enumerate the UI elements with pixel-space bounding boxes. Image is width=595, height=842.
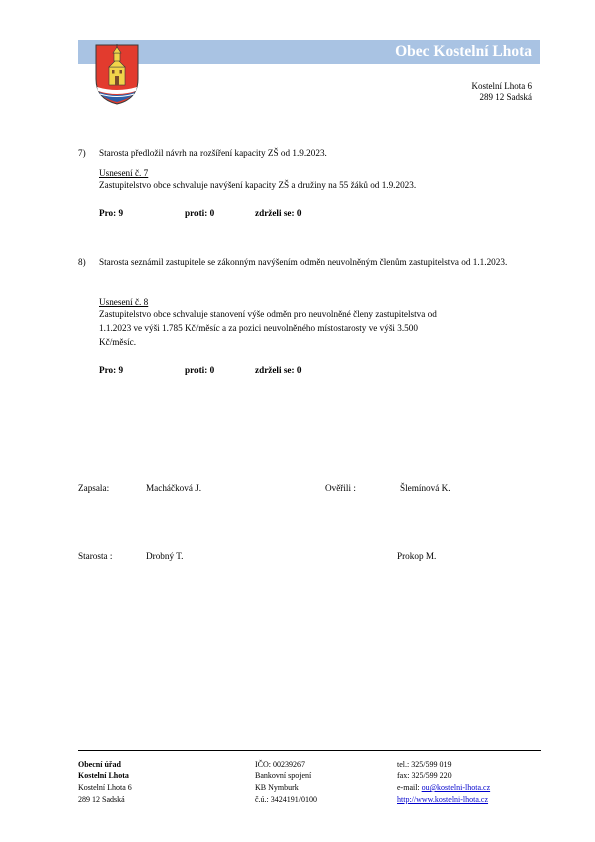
footer-email-row bbox=[397, 782, 490, 794]
footer-ico: IČO: 00239267 bbox=[255, 760, 305, 769]
footer-city: 289 12 Sadská bbox=[78, 795, 125, 804]
vote-abstain: zdrželi se: 0 bbox=[255, 208, 302, 218]
footer-divider bbox=[78, 750, 541, 751]
footer-web-link[interactable]: http://www.kostelni-lhota.cz bbox=[397, 795, 489, 804]
item-text: Starosta seznámil zastupitele se zákonným navýšením odměn neuvolněným členům zastupitelstva od 1.1.2023. bbox=[99, 257, 508, 267]
resolution-text-line: 1.1.2023 ve výši 1.785 Kč/měsíc a za pozici neuvolněného místostarosty ve výši 3.500 bbox=[99, 323, 418, 333]
footer-street: Kostelní Lhota 6 bbox=[78, 783, 132, 792]
resolution-title: Usnesení č. 8 bbox=[99, 297, 149, 307]
footer-bank-label: Bankovní spojení bbox=[255, 771, 312, 780]
footer-fax: fax: 325/599 220 bbox=[397, 771, 452, 780]
footer-tel: tel.: 325/599 019 bbox=[397, 760, 452, 769]
footer-office-name: Kostelní Lhota bbox=[78, 771, 129, 780]
vote-against: proti: 0 bbox=[185, 208, 215, 218]
coat-of-arms-icon bbox=[94, 43, 140, 105]
address-line-1: Kostelní Lhota 6 bbox=[471, 81, 532, 91]
address-line-2: 289 12 Sadská bbox=[479, 92, 532, 102]
footer-email-label: e-mail: bbox=[397, 783, 422, 792]
item-number: 7) bbox=[78, 148, 86, 158]
resolution-text: Zastupitelstvo obce schvaluje navýšení kapacity ZŠ a družiny na 55 žáků od 1.9.2023. bbox=[99, 180, 417, 190]
signatory-name: Prokop M. bbox=[397, 551, 437, 561]
verified-by-name: Šlemínová K. bbox=[400, 483, 451, 493]
recorded-by-label: Zapsala: bbox=[78, 483, 110, 493]
header-bar bbox=[78, 40, 540, 64]
vote-against: proti: 0 bbox=[185, 365, 215, 375]
footer-web-row bbox=[397, 794, 488, 806]
vote-for: Pro: 9 bbox=[99, 208, 124, 218]
vote-for: Pro: 9 bbox=[99, 365, 124, 375]
footer-account: č.ú.: 3424191/0100 bbox=[255, 795, 317, 804]
mayor-label: Starosta : bbox=[78, 551, 113, 561]
recorded-by-name: Macháčková J. bbox=[146, 483, 202, 493]
vote-abstain: zdrželi se: 0 bbox=[255, 365, 302, 375]
resolution-title: Usnesení č. 7 bbox=[99, 168, 149, 178]
item-text: Starosta předložil návrh na rozšíření kapacity ZŠ od 1.9.2023. bbox=[99, 148, 327, 158]
mayor-name: Drobný T. bbox=[146, 551, 184, 561]
municipality-title: Obec Kostelní Lhota bbox=[395, 43, 532, 60]
footer-bank-name: KB Nymburk bbox=[255, 783, 299, 792]
resolution-text-line: Zastupitelstvo obce schvaluje stanovení výše odměn pro neuvolněné členy zastupitelstva od bbox=[99, 309, 437, 319]
footer-office: Obecní úřad bbox=[78, 760, 121, 769]
resolution-text-line: Kč/měsíc. bbox=[99, 337, 136, 347]
footer-email-link[interactable]: ou@kostelni-lhota.cz bbox=[421, 783, 491, 792]
verified-by-label: Ověřili : bbox=[325, 483, 356, 493]
item-number: 8) bbox=[78, 257, 86, 267]
